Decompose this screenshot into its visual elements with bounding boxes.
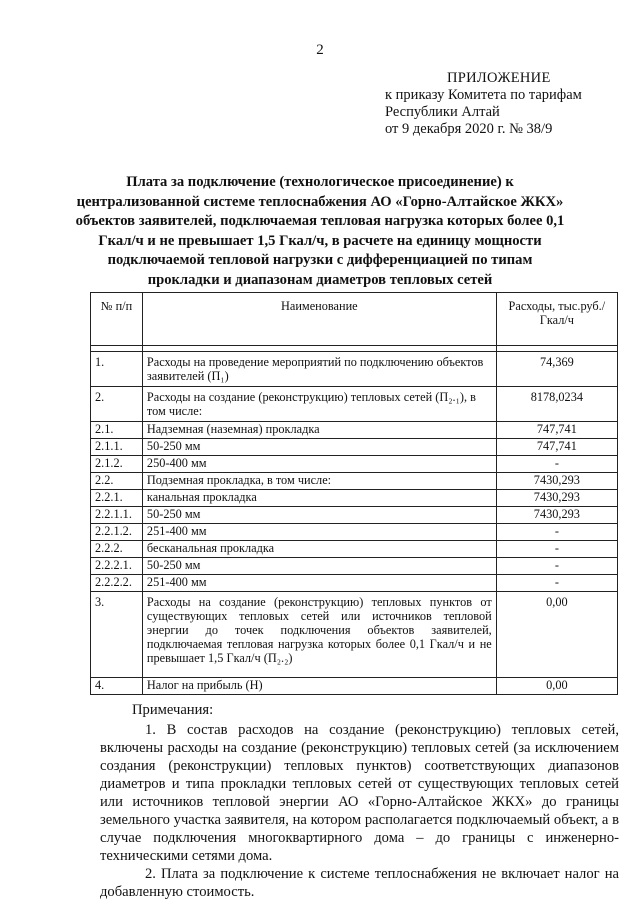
row-value: - <box>496 524 617 541</box>
table-row <box>91 422 618 439</box>
table-row <box>91 592 618 678</box>
row-value: - <box>496 541 617 558</box>
row-name: бесканальная прокладка <box>142 541 496 558</box>
table-row <box>91 439 618 456</box>
table-row <box>91 558 618 575</box>
table-header-row <box>91 293 618 346</box>
row-name: 50-250 мм <box>142 439 496 456</box>
table-row <box>91 456 618 473</box>
row-value: 747,741 <box>496 439 617 456</box>
table-row <box>91 524 618 541</box>
note-2: 2. Плата за подключение к системе теплоснабжения не включает налог на добавленную стоимость. <box>100 866 619 900</box>
header-value: Расходы, тыс.руб./Гкал/ч <box>496 293 617 346</box>
row-value: - <box>496 558 617 575</box>
header-name: Наименование <box>142 293 496 346</box>
appendix-line-date: от 9 декабря 2020 г. № 38/9 <box>385 121 553 137</box>
row-value: 0,00 <box>496 592 617 678</box>
row-name: Подземная прокладка, в том числе: <box>142 473 496 490</box>
row-value: 8178,0234 <box>496 387 617 422</box>
row-name: 251-400 мм <box>142 575 496 592</box>
row-num: 2.2.2.1. <box>91 558 143 575</box>
row-value: 0,00 <box>496 678 617 695</box>
appendix-block <box>385 70 582 138</box>
row-num: 2. <box>91 387 143 422</box>
row-num: 3. <box>91 592 143 678</box>
table-row <box>91 473 618 490</box>
row-num: 4. <box>91 678 143 695</box>
notes-section <box>100 701 619 901</box>
row-value: 7430,293 <box>496 473 617 490</box>
row-num: 2.2.2. <box>91 541 143 558</box>
row-name: Расходы на создание (реконструкцию) тепловых пунктов от существующих тепловых сетей или источников тепловой энергии до точек подключения объектов заявителей, подключаемая тепловая нагрузка которых более 0,1 Гкал/ч и не превышает 1,5 Гкал/ч (П₂.₂) <box>142 592 496 678</box>
page-number: 2 <box>316 42 324 58</box>
header-num: № п/п <box>91 293 143 346</box>
row-num: 2.2.2.2. <box>91 575 143 592</box>
row-num: 2.1. <box>91 422 143 439</box>
row-name: 50-250 мм <box>142 558 496 575</box>
appendix-line-republic: Республики Алтай <box>385 104 500 120</box>
row-name: канальная прокладка <box>142 490 496 507</box>
row-name: 50-250 мм <box>142 507 496 524</box>
appendix-heading: ПРИЛОЖЕНИЕ <box>447 70 551 86</box>
table-row <box>91 490 618 507</box>
row-num: 2.2.1.1. <box>91 507 143 524</box>
row-num: 1. <box>91 352 143 387</box>
row-name: 250-400 мм <box>142 456 496 473</box>
table-row <box>91 507 618 524</box>
row-name: 251-400 мм <box>142 524 496 541</box>
row-name: Расходы на проведение мероприятий по подключению объектов заявителей (П₁) <box>142 352 496 387</box>
row-value: - <box>496 575 617 592</box>
row-value: 74,369 <box>496 352 617 387</box>
row-num: 2.1.2. <box>91 456 143 473</box>
row-num: 2.2. <box>91 473 143 490</box>
table-row <box>91 575 618 592</box>
row-value: 747,741 <box>496 422 617 439</box>
row-name: Налог на прибыль (Н) <box>142 678 496 695</box>
row-name: Расходы на создание (реконструкцию) тепловых сетей (П₂.₁), в том числе: <box>142 387 496 422</box>
row-value: 7430,293 <box>496 507 617 524</box>
table-row <box>91 541 618 558</box>
table-row <box>91 352 618 387</box>
row-num: 2.1.1. <box>91 439 143 456</box>
row-name: Надземная (наземная) прокладка <box>142 422 496 439</box>
note-1: 1. В состав расходов на создание (реконструкцию) тепловых сетей, включены расходы на создание (реконструкцию) тепловых сетей (за исключением создания (реконструкции) тепловых пунктов) соответствующих диапазонов диаметров и типа прокладки тепловых сетей от существующих тепловых сетей или источников тепловой энергии АО «Горно-Алтайское ЖКХ» до границы земельного участка заявителя, на котором располагается подключаемый объект, а в случае подключения многоквартирного дома – до границы с инженерно-техническими сетями дома. <box>100 722 619 864</box>
fees-table <box>90 292 618 695</box>
notes-heading: Примечания: <box>132 702 214 718</box>
table-row <box>91 387 618 422</box>
row-num: 2.2.1. <box>91 490 143 507</box>
row-value: 7430,293 <box>496 490 617 507</box>
document-title: Плата за подключение (технологическое присоединение) к централизованной системе теплоснабжения АО «Горно-Алтайское ЖКХ» объектов заявителей, подключаемая тепловая нагрузка которых более 0,1 Гкал/ч и не превышает 1,5 Гкал/ч, в расчете на единицу мощности подключаемой тепловой нагрузки с дифференциацией по типам прокладки и диапазонам диаметров тепловых сетей <box>75 174 565 288</box>
row-num: 2.2.1.2. <box>91 524 143 541</box>
row-value: - <box>496 456 617 473</box>
table-row <box>91 678 618 695</box>
appendix-line-order: к приказу Комитета по тарифам <box>385 87 582 103</box>
